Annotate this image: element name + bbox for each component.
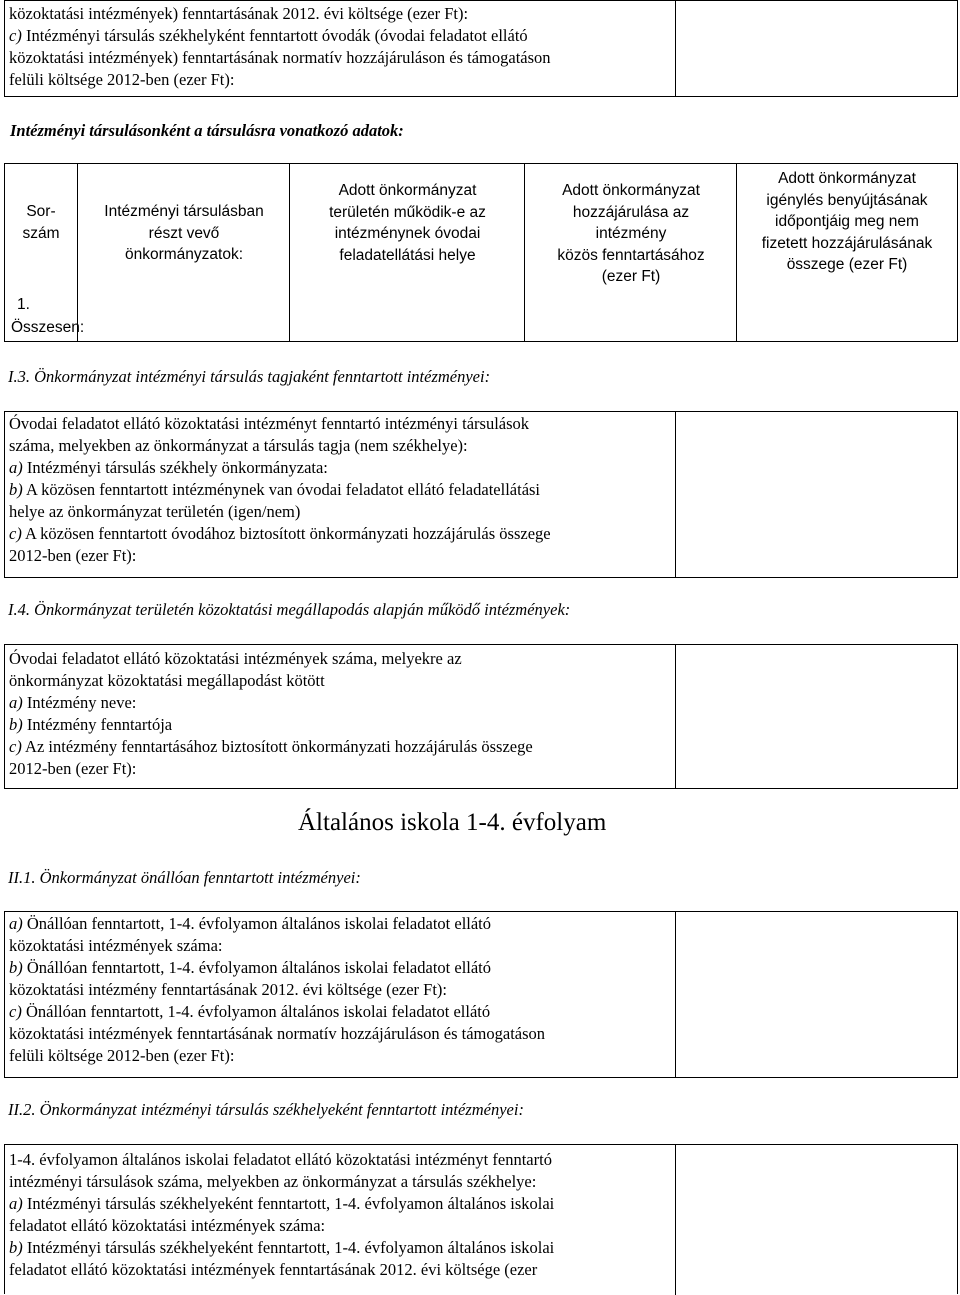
header-line: Adott önkormányzat — [778, 170, 916, 187]
association-table — [4, 163, 958, 342]
section-ii2-box — [4, 1144, 958, 1294]
item-letter: a) — [9, 1194, 23, 1213]
header-line: fizetett hozzájárulásának — [761, 234, 933, 252]
header-line: részt vevő — [148, 224, 220, 242]
col-header-serial — [5, 164, 77, 244]
top-form-box — [4, 0, 958, 97]
line-text: intézményi társulások száma, melyekben az önkormányzat a társulás székhelye: — [9, 1172, 537, 1191]
line-text: közoktatási intézmények) fenntartásának 2012. évi költsége (ezer Ft): — [9, 4, 469, 23]
line-text: A közösen fenntartott intézménynek van óvodai feladatot ellátó feladatellátási — [22, 480, 541, 499]
header-line: intézmény — [595, 225, 667, 242]
table-col-divider-1 — [77, 164, 78, 341]
line-text: Az intézmény fenntartásához biztosított önkormányzati hozzájárulás összege — [21, 737, 533, 756]
item-letter: c) — [9, 26, 22, 45]
line-text: feladatot ellátó közoktatási intézmények száma: — [9, 1216, 326, 1235]
section-ii1-box — [4, 911, 958, 1078]
section-heading-ii1: II.1. Önkormányzat önállóan fenntartott intézményei: — [8, 868, 361, 887]
header-line: hozzájárulása az — [572, 203, 690, 221]
section-i4-box — [4, 644, 958, 789]
line-text: Óvodai feladatot ellátó közoktatási intézményt fenntartó intézményi társulások — [9, 414, 530, 433]
header-line: önkormányzatok: — [124, 246, 244, 263]
header-line: összege (ezer Ft) — [786, 256, 908, 273]
line-text: helye az önkormányzat területén (igen/nem) — [9, 502, 301, 521]
line-text: közoktatási intézmények fenntartásának normatív hozzájáruláson és támogatáson — [9, 1024, 546, 1043]
line-text: Óvodai feladatot ellátó közoktatási intézmények száma, melyekre az — [9, 649, 462, 668]
item-letter: a) — [9, 693, 23, 712]
col-header-contribution — [526, 164, 736, 288]
table-row-number: 1. — [17, 296, 30, 313]
header-line: intézménynek óvodai — [334, 225, 481, 242]
header-line: feladatellátási helye — [339, 246, 476, 264]
col-header-unpaid — [738, 164, 956, 276]
section-i3-value-field[interactable] — [677, 412, 957, 577]
section-heading-i3: I.3. Önkormányzat intézményi társulás tagjaként fenntartott intézményei: — [8, 367, 491, 386]
header-line: közös fenntartásához — [557, 246, 705, 264]
line-text: 2012-ben (ezer Ft): — [9, 759, 137, 778]
header-line: szám — [22, 224, 60, 242]
line-text: Intézményi társulás székhelyeként fenntartott, 1-4. évfolyamon általános iskolai — [22, 1194, 555, 1213]
line-text: önkormányzat közoktatási megállapodást kötött — [9, 671, 325, 690]
item-letter: a) — [9, 914, 23, 933]
header-line: időpontjáig meg nem — [775, 213, 919, 230]
line-text: közoktatási intézmények száma: — [9, 936, 223, 955]
line-text: feladatot ellátó közoktatási intézmények fenntartásának 2012. évi költsége (ezer — [9, 1260, 538, 1279]
line-text: A közösen fenntartott óvodához biztosított önkormányzati hozzájárulás összege — [21, 524, 551, 543]
item-letter: b) — [9, 480, 23, 499]
line-text: Önállóan fenntartott, 1-4. évfolyamon általános iskolai feladatot ellátó — [21, 1002, 491, 1021]
line-text: Önállóan fenntartott, 1-4. évfolyamon általános iskolai feladatot ellátó — [22, 914, 492, 933]
line-text: Önállóan fenntartott, 1-4. évfolyamon általános iskolai feladatot ellátó — [22, 958, 492, 977]
item-letter: a) — [9, 458, 23, 477]
top-form-value-field[interactable] — [677, 1, 957, 96]
line-text: felüli költsége 2012-ben (ezer Ft): — [9, 1046, 235, 1065]
col-header-location — [291, 164, 524, 266]
section-heading-ii2: II.2. Önkormányzat intézményi társulás székhelyeként fenntartott intézményei: — [8, 1100, 524, 1119]
item-letter: c) — [9, 524, 22, 543]
table-total-label: Összesen: — [11, 319, 85, 336]
line-text: Intézményi társulás székhelyként fenntartott óvodák (óvodai feladatot ellátó — [21, 26, 528, 45]
item-letter: b) — [9, 715, 23, 734]
line-text: száma, melyekben az önkormányzat a társulás tagja (nem székhelye): — [9, 436, 468, 455]
line-text: 1-4. évfolyamon általános iskolai feladatot ellátó közoktatási intézményt fenntartó — [9, 1150, 552, 1169]
line-text: felüli költsége 2012-ben (ezer Ft): — [9, 70, 235, 89]
header-line: igénylés benyújtásának — [766, 191, 928, 209]
section-i3-box — [4, 411, 958, 578]
line-text: Intézményi társulás székhelyeként fenntartott, 1-4. évfolyamon általános iskolai — [22, 1238, 555, 1257]
line-text: Intézményi társulás székhely önkormányzata: — [22, 458, 328, 477]
header-line: Intézményi társulásban — [104, 203, 264, 220]
col-header-municipalities — [79, 164, 289, 266]
item-letter: b) — [9, 1238, 23, 1257]
line-text: Intézmény neve: — [22, 693, 137, 712]
line-text: közoktatási intézmény fenntartásának 2012. évi költsége (ezer Ft): — [9, 980, 448, 999]
line-text: Intézmény fenntartója — [22, 715, 173, 734]
section-ii2-value-field[interactable] — [677, 1145, 957, 1295]
association-data-heading: Intézményi társulásonként a társulásra vonatkozó adatok: — [10, 121, 404, 140]
line-text: 2012-ben (ezer Ft): — [9, 546, 137, 565]
table-col-divider-4 — [736, 164, 737, 341]
table-col-divider-2 — [289, 164, 290, 341]
header-line: Adott önkormányzat — [562, 182, 700, 199]
item-letter: c) — [9, 1002, 22, 1021]
header-line: területén működik-e az — [329, 203, 486, 221]
primary-school-title: Általános iskola 1-4. évfolyam — [298, 809, 607, 836]
line-text: közoktatási intézmények) fenntartásának normatív hozzájáruláson és támogatáson — [9, 48, 551, 67]
item-letter: c) — [9, 737, 22, 756]
section-heading-i4: I.4. Önkormányzat területén közoktatási megállapodás alapján működő intézmények: — [8, 600, 571, 619]
item-letter: b) — [9, 958, 23, 977]
section-i4-value-field[interactable] — [677, 645, 957, 788]
header-line: (ezer Ft) — [601, 268, 661, 285]
header-line: Adott önkormányzat — [338, 182, 477, 199]
section-ii1-value-field[interactable] — [677, 912, 957, 1077]
header-line: Sor- — [26, 203, 56, 220]
table-col-divider-3 — [524, 164, 525, 341]
